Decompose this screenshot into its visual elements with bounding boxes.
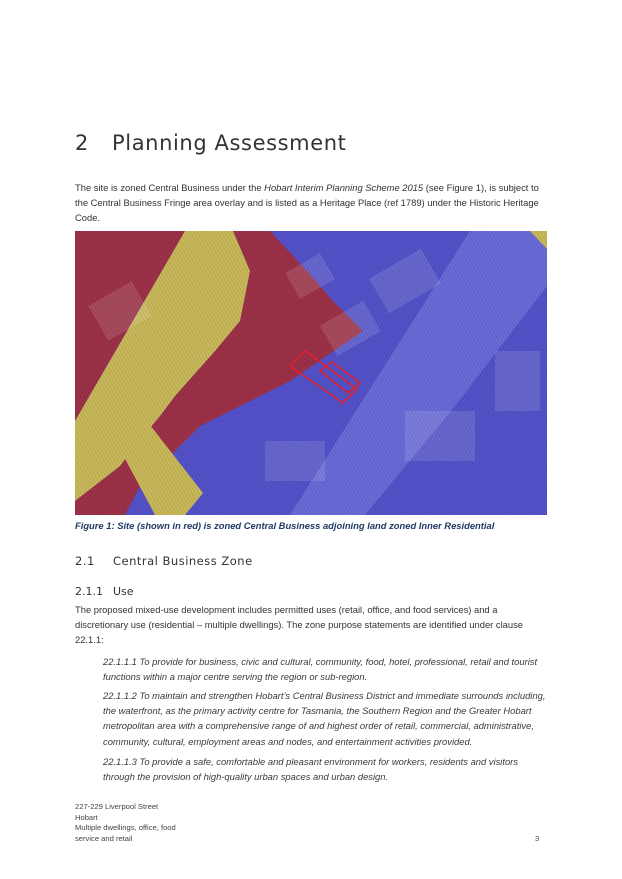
subsection-heading: [75, 554, 253, 568]
zone-purpose-quote: 22.1.1.3 To provide a safe, comfortable and pleasant environment for workers, residents and visitors through the provision of high-quality urban spaces and urban design.: [103, 756, 518, 783]
section-number: 2: [75, 131, 89, 155]
subsubsection-number: 2.1.1: [75, 585, 103, 598]
intro-text-2: (see Figure 1), is subject to the Central Business Fringe area overlay and is listed as a Heritage Place (ref 1789) under the Historic Heritage Code.: [75, 182, 539, 224]
subsection-title: Central Business Zone: [113, 554, 253, 568]
subsubsection-heading: [75, 585, 134, 598]
figure-caption: Figure 1: Site (shown in red) is zoned Central Business adjoining land zoned Inner Residential: [75, 520, 495, 531]
zoning-map-figure: [75, 231, 547, 515]
zone-purpose-quote: 22.1.1.2 To maintain and strengthen Hobart’s Central Business District and immediate surrounds including, the waterfront, as the primary activity centre for Tasmania, the Southern Region and the Greater Hobart metropolitan area with a comprehensive range of and highest order of retail, commercial, administrative, community, cultural, employment areas and nodes, and entertainment activities provided.: [103, 690, 546, 747]
map-texture: [75, 231, 547, 515]
section-title: Planning Assessment: [112, 131, 347, 155]
zoning-map: [75, 231, 547, 515]
use-paragraph: The proposed mixed-use development includes permitted uses (retail, office, and food services) and a discretionary use (residential – multiple dwellings). The zone purpose statements are identified under clause 22.1.1:: [75, 604, 523, 646]
section-heading: [75, 131, 347, 155]
zone-purpose-quote: 22.1.1.1 To provide for business, civic and cultural, community, food, hotel, professional, retail and tourist functions within a major centre serving the region or sub-region.: [103, 656, 538, 683]
planning-scheme-name: Hobart Interim Planning Scheme 2015: [264, 182, 424, 193]
subsubsection-title: Use: [113, 585, 134, 598]
intro-paragraph: [75, 180, 547, 226]
page-number: 3: [535, 834, 540, 843]
footer-city: Hobart: [75, 812, 98, 822]
subsection-number: 2.1: [75, 554, 95, 568]
page-footer: [75, 802, 235, 844]
footer-description: Multiple dwellings, office, food: [75, 823, 176, 833]
footer-description-cont: service and retail: [75, 833, 133, 843]
footer-address: 227-229 Liverpool Street: [75, 802, 159, 811]
intro-text-1: The site is zoned Central Business under the: [75, 182, 265, 193]
